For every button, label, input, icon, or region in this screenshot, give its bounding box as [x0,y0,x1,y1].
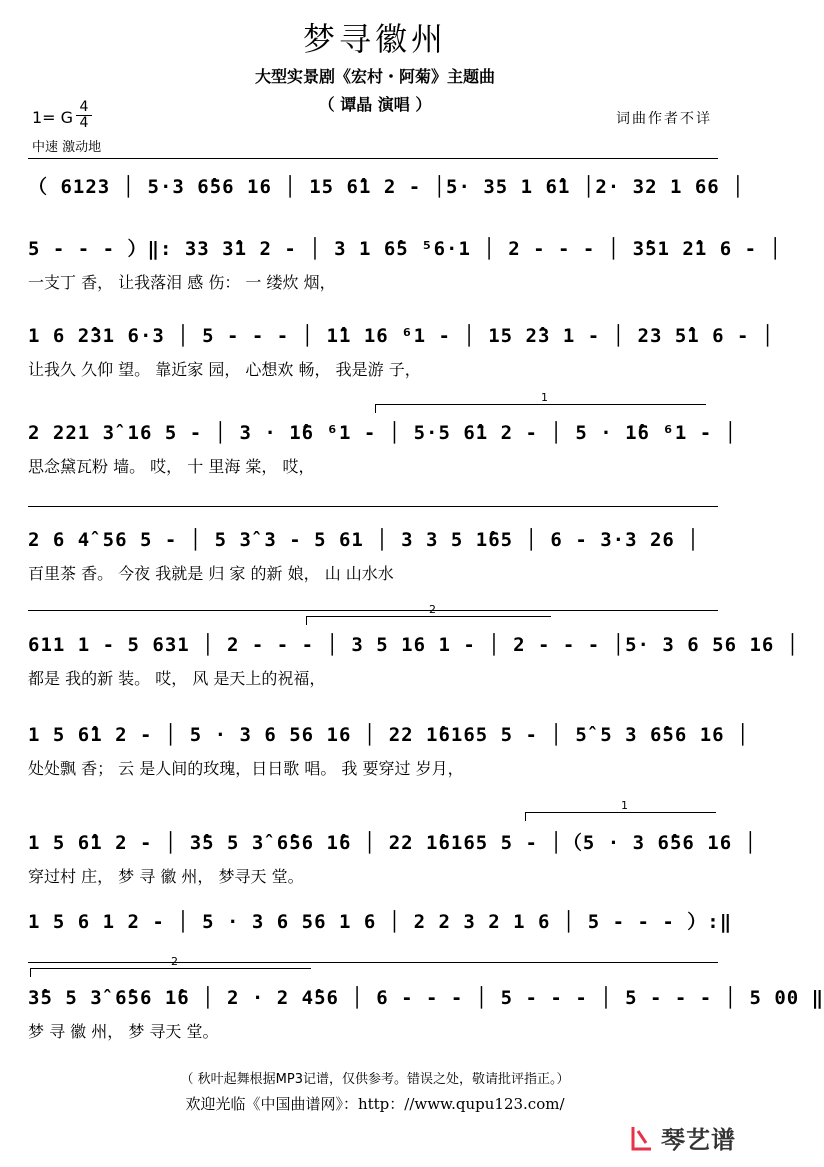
volta-bracket [525,799,716,821]
watermark-text: 琴艺谱 [661,1126,736,1154]
notes-line: 5 - - - ）‖: 33 3̂1 2 - │ 3 1 6̂5 ⁵6·1 │ 2 - - - │ 3̂51 2̂1 6 - │ [28,238,782,260]
volta-label: 2 [429,603,436,616]
notes-line: （ 6123 │ 5·3 6̂56 16 │ 15 6̂1 2 - │5· 35 1 6̂1 │2· 32 1 66 │ [28,176,745,198]
volta-bracket [375,391,706,413]
volta-label: 1 [541,391,548,404]
row-divider [28,610,718,611]
volta-bracket [30,955,311,977]
tempo-marking: 中速 激动地 [32,140,102,155]
lyrics-line: 梦 寻 徽 州， 梦 寻天 堂。 [28,1022,219,1041]
subtitle: 大型实景剧《宏村・阿菊》主题曲 [254,67,495,86]
time-signature-bottom: 4 [76,115,92,131]
time-signature-top: 4 [79,99,89,115]
lyrics-line: 让我久 久仰 望。 靠近家 园， 心想欢 畅， 我是游 子， [28,360,421,379]
time-signature [76,100,92,131]
watermark [627,1120,736,1155]
website-link[interactable]: 欢迎光临《中国曲谱网》：http：//www.qupu123.com/ [185,1095,565,1113]
volta-bracket [306,603,551,625]
lyrics-line: 穿过村 庄， 梦 寻 徽 州， 梦寻天 堂。 [28,867,304,886]
notes-line: 1 5 6̂1 2 - │ 5 · 3 6 56 16 │ 22 1̂6165 5 - │ 5̂ 5 3 6̂56 16 │ [28,724,750,746]
notes-line: 1 6 2̂31 6·3 │ 5 - - - │ 1̂1 16 ⁶1 - │ 15 2̂3 1 - │ 23 5̂1 6 - │ [28,325,775,347]
piano-logo-icon [627,1123,657,1153]
notes-line: 3̂5 5 3̂ 6̂56 1̂6 │ 2 · 2 4̂56 │ 6 - - - │ 5 - - - │ 5 - - - │ 5 00 ‖ [28,987,824,1009]
header-divider [28,158,718,159]
row-divider [28,962,718,963]
volta-label: 1 [621,799,628,812]
volta-label: 2 [171,955,178,968]
transcription-note: （ 秋叶起舞根据MP3记谱，仅供参考。错误之处，敬请批评指正。） [180,1072,570,1087]
composer-credit: 词曲作者不详 [616,111,712,127]
lyrics-line: 一支丁 香， 让我落泪 感 伤： 一 缕炊 烟， [28,273,336,292]
page-title: 梦寻徽州 [302,20,447,58]
lyrics-line: 都是 我的新 装。 哎， 风 是天上的祝福， [28,669,326,688]
notes-line: 1 5 6̂1 2 - │ 3̂5 5 3̂ 6̂56 1̂6 │ 22 1̂6165 5 - │（5 · 3 6̂56 16 │ [28,832,758,854]
notes-line: 1 5 6 1 2 - │ 5 · 3 6 56 1 6 │ 2 2 3 2 1 6 │ 5 - - - ）:‖ [28,911,733,933]
key-signature: 1= G [32,108,74,127]
lyrics-line: 百里茶 香。 今夜 我就是 归 家 的新 娘， 山 山水水 [28,564,394,583]
row-divider [28,506,718,507]
lyrics-line: 思念黛瓦粉 墙。 哎， 十 里海 棠， 哎， [28,457,315,476]
notes-line: 611 1 - 5 631 │ 2 - - - │ 3 5 16 1 - │ 2 - - - │5· 3 6 56 16 │ [28,634,800,656]
performer: （ 谭晶 演唱 ） [318,95,432,114]
notes-line: 2 221 3̂ 16 5 - │ 3 · 1̂6 ⁶1 - │ 5·5 6̂1 2 - │ 5 · 1̂6 ⁶1 - │ [28,422,738,444]
lyrics-line: 处处飘 香； 云 是人间的玫瑰，日日歌 唱。 我 要穿过 岁月， [28,759,464,778]
notes-line: 2 6 4̂ 56 5 - │ 5 3̂ 3 - 5 61 │ 3 3 5 1̂65 │ 6 - 3·3 26 │ [28,529,700,551]
